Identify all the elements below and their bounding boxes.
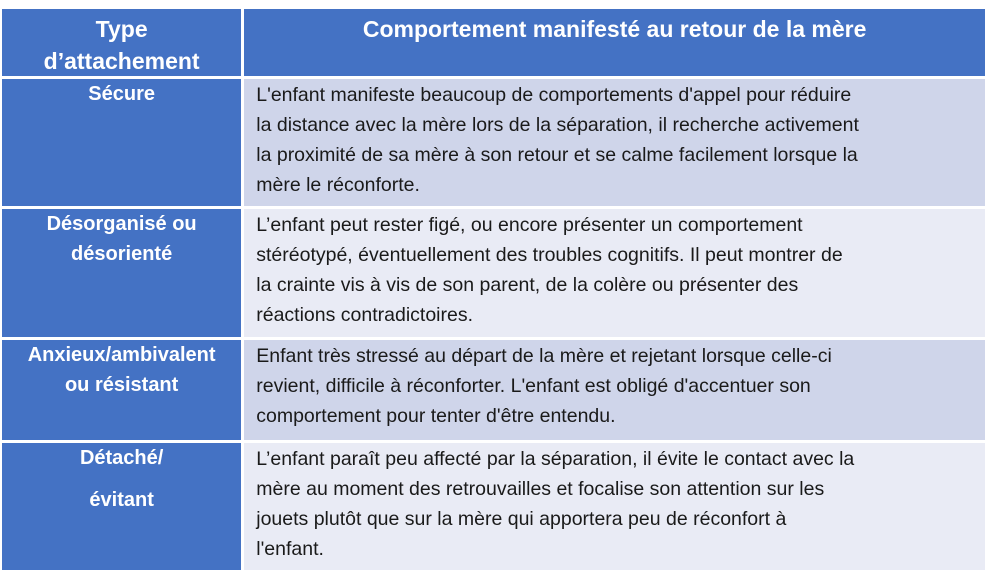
behavior-cell: L'enfant manifeste beaucoup de comportements d'appel pour réduire la distance avec la mère lors de la séparation, il recherche activement la proximité de sa mère à son retour et se calme facilement lorsque la mère le réconforte.: [244, 79, 985, 206]
header-type-line1: Type: [95, 16, 148, 42]
header-type-line2: d’attachement: [43, 48, 200, 74]
type-label: Sécure: [88, 83, 155, 105]
type-cell: [2, 79, 241, 206]
header-type: [2, 9, 241, 76]
type-cell: [2, 443, 241, 570]
table-header-row: [2, 9, 985, 79]
type-label: ou résistant: [64, 374, 179, 396]
type-cell: [2, 209, 241, 337]
type-label: Désorganisé ou: [46, 213, 197, 235]
type-cell: [2, 340, 241, 440]
type-label: Détaché/: [79, 447, 164, 469]
type-label: évitant: [89, 489, 154, 511]
behavior-cell: L’enfant paraît peu affecté par la séparation, il évite le contact avec la mère au moment des retrouvailles et focalise son attention sur les jouets plutôt que sur la mère qui apportera peu de réconfort à l'enfant.: [244, 443, 985, 570]
header-behavior: Comportement manifesté au retour de la mère: [244, 9, 985, 76]
type-label: Anxieux/ambivalent: [27, 344, 216, 366]
table-row: [2, 340, 985, 440]
behavior-cell: L’enfant peut rester figé, ou encore présenter un comportement stéréotypé, éventuellement des troubles cognitifs. Il peut montrer de la crainte vis à vis de son parent, de la colère ou présenter des réactions contradictoires.: [244, 209, 985, 337]
attachment-table: [2, 9, 985, 570]
table-row: [2, 209, 985, 337]
table-row: [2, 79, 985, 206]
type-label: désorienté: [71, 243, 173, 265]
table-row: [2, 443, 985, 570]
behavior-cell: Enfant très stressé au départ de la mère et rejetant lorsque celle-ci revient, difficile à réconforter. L'enfant est obligé d'accentuer son comportement pour tenter d'être entendu.: [244, 340, 985, 440]
